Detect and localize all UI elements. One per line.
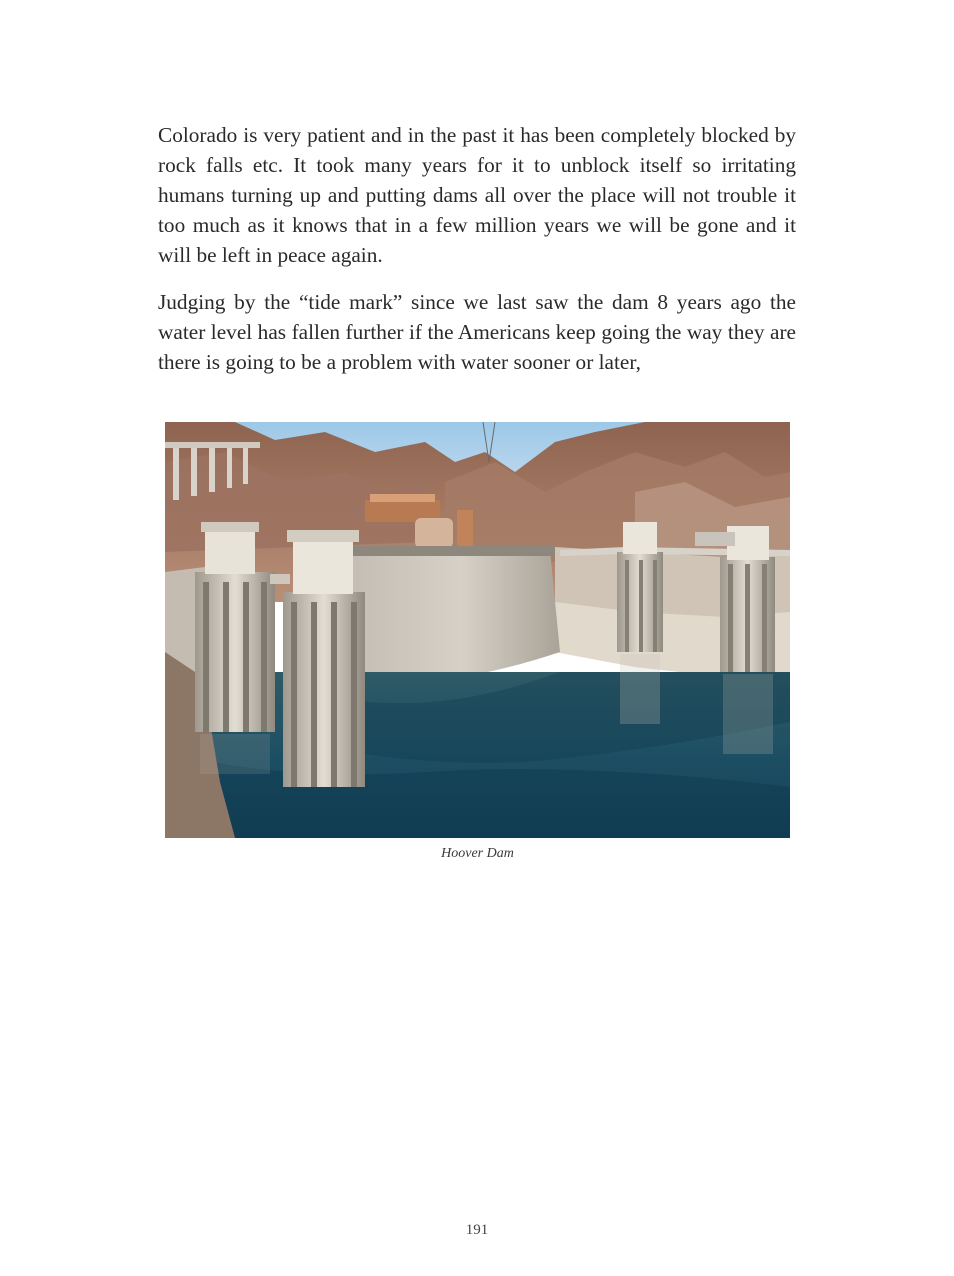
page-number: 191 bbox=[465, 1222, 489, 1238]
hoover-dam-photo bbox=[165, 422, 790, 838]
body-paragraph: Judging by the “tide mark” since we last saw the dam 8 years ago the water level has fallen further if the Americans keep going the way they are there is going to be a problem with water sooner or later, bbox=[158, 290, 796, 374]
figure-caption: Hoover Dam bbox=[441, 846, 514, 861]
body-paragraph: Colorado is very patient and in the past it has been completely blocked by rock falls etc. It took many years for it to unblock itself so irritating humans turning up and putting dams all over the place will not trouble it too much as it knows that in a few million years we will be gone and it will be left in peace again. bbox=[158, 123, 796, 267]
